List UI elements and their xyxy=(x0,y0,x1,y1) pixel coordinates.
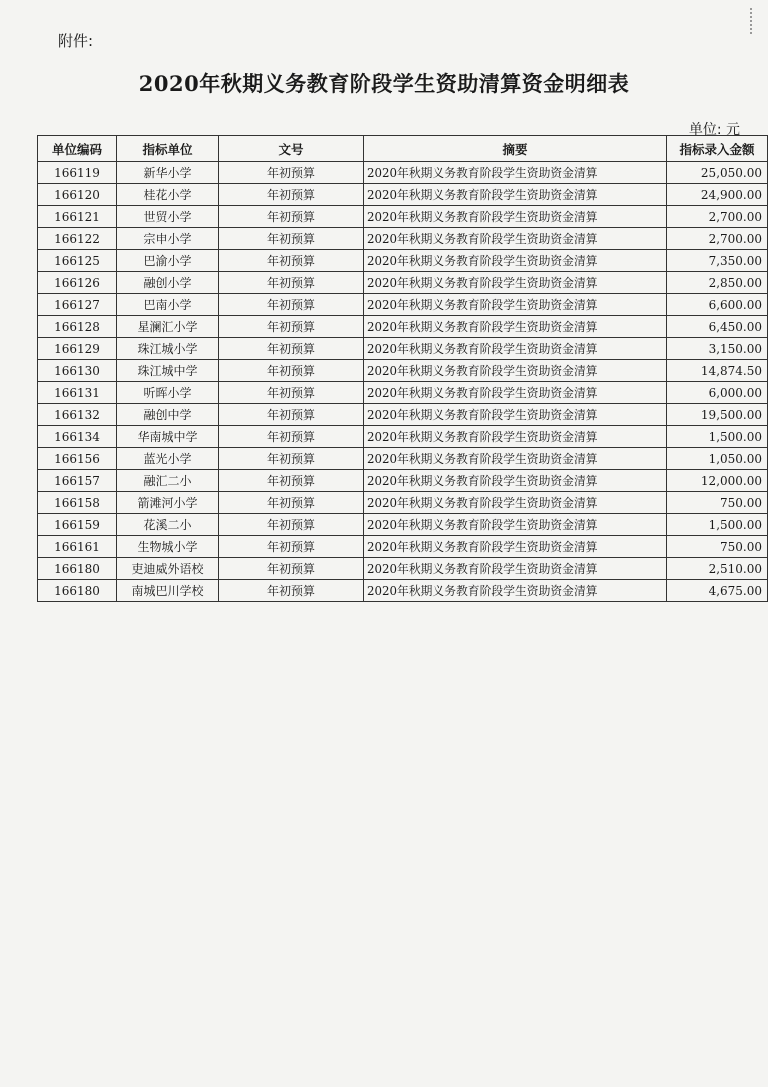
cell-unit: 融汇二小 xyxy=(117,470,219,492)
cell-amount: 2,700.00 xyxy=(667,206,768,228)
cell-doc: 年初预算 xyxy=(219,206,364,228)
cell-summary: 2020年秋期义务教育阶段学生资助资金清算 xyxy=(364,360,667,382)
cell-doc: 年初预算 xyxy=(219,294,364,316)
cell-doc: 年初预算 xyxy=(219,382,364,404)
table-row xyxy=(38,272,768,294)
table-row xyxy=(38,426,768,448)
scan-edge-mark xyxy=(750,8,758,34)
table-row xyxy=(38,558,768,580)
cell-doc: 年初预算 xyxy=(219,316,364,338)
cell-amount: 24,900.00 xyxy=(667,184,768,206)
cell-code: 166126 xyxy=(38,272,117,294)
cell-amount: 2,850.00 xyxy=(667,272,768,294)
cell-code: 166161 xyxy=(38,536,117,558)
cell-doc: 年初预算 xyxy=(219,492,364,514)
cell-code: 166132 xyxy=(38,404,117,426)
cell-code: 166131 xyxy=(38,382,117,404)
cell-unit: 华南城中学 xyxy=(117,426,219,448)
cell-unit: 吏迪威外语校 xyxy=(117,558,219,580)
table-row xyxy=(38,338,768,360)
cell-summary: 2020年秋期义务教育阶段学生资助资金清算 xyxy=(364,492,667,514)
cell-code: 166122 xyxy=(38,228,117,250)
cell-doc: 年初预算 xyxy=(219,580,364,602)
cell-doc: 年初预算 xyxy=(219,338,364,360)
column-header-code: 单位编码 xyxy=(38,136,117,162)
cell-unit: 箭滩河小学 xyxy=(117,492,219,514)
cell-summary: 2020年秋期义务教育阶段学生资助资金清算 xyxy=(364,184,667,206)
table-header-row xyxy=(38,136,768,162)
cell-doc: 年初预算 xyxy=(219,404,364,426)
cell-unit: 南城巴川学校 xyxy=(117,580,219,602)
cell-summary: 2020年秋期义务教育阶段学生资助资金清算 xyxy=(364,272,667,294)
table-body xyxy=(38,162,768,602)
cell-amount: 19,500.00 xyxy=(667,404,768,426)
cell-summary: 2020年秋期义务教育阶段学生资助资金清算 xyxy=(364,426,667,448)
cell-unit: 生物城小学 xyxy=(117,536,219,558)
cell-summary: 2020年秋期义务教育阶段学生资助资金清算 xyxy=(364,294,667,316)
table-row xyxy=(38,404,768,426)
cell-amount: 6,450.00 xyxy=(667,316,768,338)
cell-doc: 年初预算 xyxy=(219,184,364,206)
unit-label: 单位: 元 xyxy=(688,122,740,138)
cell-summary: 2020年秋期义务教育阶段学生资助资金清算 xyxy=(364,250,667,272)
cell-summary: 2020年秋期义务教育阶段学生资助资金清算 xyxy=(364,580,667,602)
cell-doc: 年初预算 xyxy=(219,536,364,558)
cell-amount: 750.00 xyxy=(667,492,768,514)
cell-summary: 2020年秋期义务教育阶段学生资助资金清算 xyxy=(364,448,667,470)
cell-amount: 2,700.00 xyxy=(667,228,768,250)
cell-amount: 750.00 xyxy=(667,536,768,558)
table-row xyxy=(38,470,768,492)
cell-code: 166119 xyxy=(38,162,117,184)
cell-code: 166134 xyxy=(38,426,117,448)
cell-unit: 星澜汇小学 xyxy=(117,316,219,338)
cell-unit: 珠江城小学 xyxy=(117,338,219,360)
cell-code: 166180 xyxy=(38,580,117,602)
cell-unit: 宗申小学 xyxy=(117,228,219,250)
cell-amount: 12,000.00 xyxy=(667,470,768,492)
cell-amount: 25,050.00 xyxy=(667,162,768,184)
cell-unit: 珠江城中学 xyxy=(117,360,219,382)
cell-code: 166129 xyxy=(38,338,117,360)
cell-unit: 花溪二小 xyxy=(117,514,219,536)
page-title: 2020年秋期义务教育阶段学生资助清算资金明细表 xyxy=(138,71,630,96)
cell-code: 166125 xyxy=(38,250,117,272)
table-row xyxy=(38,250,768,272)
cell-doc: 年初预算 xyxy=(219,448,364,470)
cell-doc: 年初预算 xyxy=(219,360,364,382)
cell-code: 166127 xyxy=(38,294,117,316)
cell-summary: 2020年秋期义务教育阶段学生资助资金清算 xyxy=(364,470,667,492)
table-row xyxy=(38,514,768,536)
cell-code: 166157 xyxy=(38,470,117,492)
cell-amount: 6,600.00 xyxy=(667,294,768,316)
cell-amount: 6,000.00 xyxy=(667,382,768,404)
cell-summary: 2020年秋期义务教育阶段学生资助资金清算 xyxy=(364,316,667,338)
cell-amount: 14,874.50 xyxy=(667,360,768,382)
column-header-summary: 摘要 xyxy=(364,136,667,162)
cell-unit: 蓝光小学 xyxy=(117,448,219,470)
cell-doc: 年初预算 xyxy=(219,272,364,294)
table-row xyxy=(38,294,768,316)
table-row xyxy=(38,228,768,250)
table-row xyxy=(38,492,768,514)
table-row xyxy=(38,448,768,470)
cell-unit: 桂花小学 xyxy=(117,184,219,206)
cell-summary: 2020年秋期义务教育阶段学生资助资金清算 xyxy=(364,382,667,404)
cell-summary: 2020年秋期义务教育阶段学生资助资金清算 xyxy=(364,228,667,250)
cell-code: 166159 xyxy=(38,514,117,536)
attachment-label: 附件: xyxy=(58,32,94,50)
cell-doc: 年初预算 xyxy=(219,250,364,272)
cell-amount: 1,050.00 xyxy=(667,448,768,470)
cell-summary: 2020年秋期义务教育阶段学生资助资金清算 xyxy=(364,558,667,580)
funding-table xyxy=(37,135,768,602)
cell-unit: 巴南小学 xyxy=(117,294,219,316)
table-row xyxy=(38,316,768,338)
cell-doc: 年初预算 xyxy=(219,162,364,184)
cell-unit: 巴渝小学 xyxy=(117,250,219,272)
table-row xyxy=(38,382,768,404)
cell-unit: 融创中学 xyxy=(117,404,219,426)
column-header-amount: 指标录入金额 xyxy=(667,136,768,162)
cell-summary: 2020年秋期义务教育阶段学生资助资金清算 xyxy=(364,514,667,536)
cell-summary: 2020年秋期义务教育阶段学生资助资金清算 xyxy=(364,404,667,426)
cell-amount: 1,500.00 xyxy=(667,426,768,448)
cell-summary: 2020年秋期义务教育阶段学生资助资金清算 xyxy=(364,206,667,228)
cell-code: 166130 xyxy=(38,360,117,382)
cell-code: 166128 xyxy=(38,316,117,338)
cell-unit: 世贸小学 xyxy=(117,206,219,228)
table-row xyxy=(38,536,768,558)
cell-code: 166180 xyxy=(38,558,117,580)
table-row xyxy=(38,580,768,602)
cell-code: 166120 xyxy=(38,184,117,206)
cell-unit: 听晖小学 xyxy=(117,382,219,404)
cell-unit: 融创小学 xyxy=(117,272,219,294)
table-row xyxy=(38,360,768,382)
cell-amount: 1,500.00 xyxy=(667,514,768,536)
cell-summary: 2020年秋期义务教育阶段学生资助资金清算 xyxy=(364,162,667,184)
cell-summary: 2020年秋期义务教育阶段学生资助资金清算 xyxy=(364,338,667,360)
cell-code: 166121 xyxy=(38,206,117,228)
cell-doc: 年初预算 xyxy=(219,228,364,250)
cell-code: 166158 xyxy=(38,492,117,514)
table-row xyxy=(38,206,768,228)
cell-doc: 年初预算 xyxy=(219,514,364,536)
cell-amount: 7,350.00 xyxy=(667,250,768,272)
cell-doc: 年初预算 xyxy=(219,470,364,492)
cell-unit: 新华小学 xyxy=(117,162,219,184)
cell-code: 166156 xyxy=(38,448,117,470)
cell-amount: 3,150.00 xyxy=(667,338,768,360)
column-header-unit: 指标单位 xyxy=(117,136,219,162)
table-row xyxy=(38,184,768,206)
cell-doc: 年初预算 xyxy=(219,426,364,448)
cell-summary: 2020年秋期义务教育阶段学生资助资金清算 xyxy=(364,536,667,558)
table-row xyxy=(38,162,768,184)
cell-doc: 年初预算 xyxy=(219,558,364,580)
column-header-doc: 文号 xyxy=(219,136,364,162)
cell-amount: 4,675.00 xyxy=(667,580,768,602)
cell-amount: 2,510.00 xyxy=(667,558,768,580)
